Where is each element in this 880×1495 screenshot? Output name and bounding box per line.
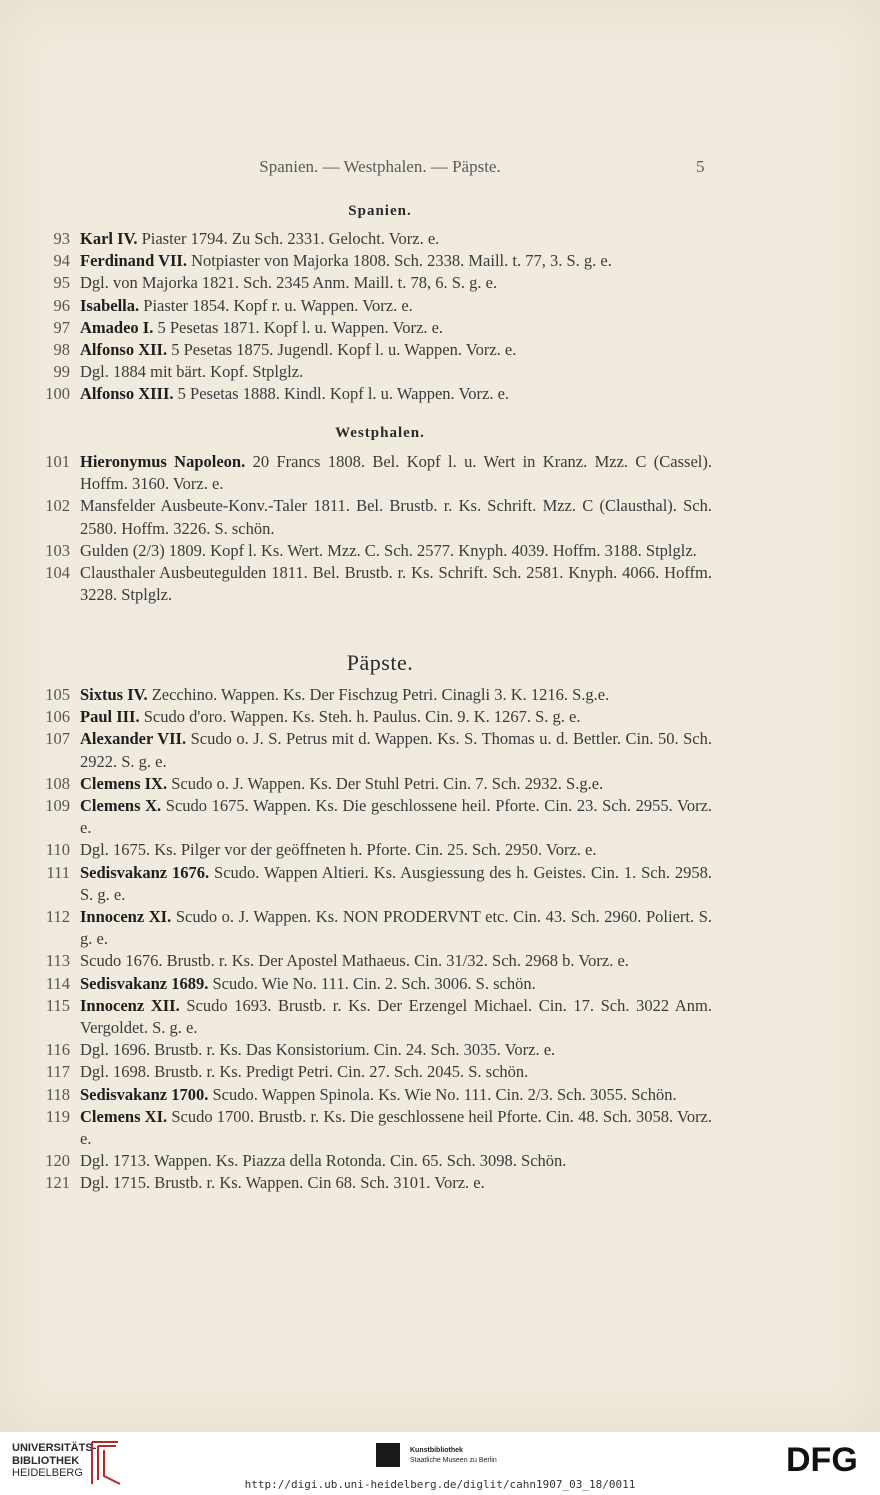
entry-ruler-name: Ferdinand VII. <box>80 251 187 271</box>
entry-ruler-name: Sedisvakanz 1700. <box>80 1084 209 1104</box>
entry-description: 5 Pesetas 1875. Jugendl. Kopf l. u. Wappen. Vorz. e. <box>171 340 517 360</box>
entry-number: 108 <box>45 773 70 793</box>
entry-ruler-name: Sixtus IV. <box>80 685 148 704</box>
catalog-entry <box>0 1039 712 1061</box>
kunstbibliothek-logo-icon <box>376 1443 400 1467</box>
entry-description: Dgl. 1675. Ks. Pilger vor der geöffneten h. Pforte. Cin. 25. Sch. 2950. Vorz. e. <box>80 840 597 860</box>
entry-number: 100 <box>45 384 70 404</box>
entry-description: Dgl. 1696. Brustb. r. Ks. Das Konsistorium. Cin. 24. Sch. 3035. Vorz. e. <box>80 1040 556 1060</box>
entry-description: Dgl. 1698. Brustb. r. Ks. Predigt Petri. Cin. 27. Sch. 2045. S. schön. <box>80 1062 529 1082</box>
entry-ruler-name: Innocenz XII. <box>80 995 180 1015</box>
catalog-entry <box>0 995 712 1039</box>
catalog-entries-spanien <box>0 228 880 406</box>
entry-ruler-name: Hieronymus Napoleon. <box>80 452 246 471</box>
catalog-entry <box>0 728 712 772</box>
dfg-logo-text: DFG <box>786 1441 858 1474</box>
entry-number: 104 <box>45 563 70 583</box>
entry-description: 20 Francs 1808. Bel. Kopf l. u. Wert in Kranz. Mzz. C (Cassel). Hoffm. 3160. Vorz. e. <box>80 452 712 494</box>
entry-ruler-name: Isabella. <box>80 295 140 315</box>
entry-description: Notpiaster von Majorka 1808. Sch. 2338. Maill. t. 77, 3. S. g. e. <box>191 251 612 271</box>
section-title-westphalen: Westphalen. <box>335 425 425 441</box>
entry-description: Dgl. 1713. Wappen. Ks. Piazza della Rotonda. Cin. 65. Sch. 3098. Schön. <box>80 1151 567 1171</box>
entry-number: 99 <box>53 362 70 382</box>
entry-ruler-name: Alexander VII. <box>80 729 187 749</box>
entry-ruler-name: Clemens IX. <box>80 773 168 793</box>
entry-number: 121 <box>45 1173 70 1193</box>
entry-number: 112 <box>45 907 70 927</box>
catalog-entry <box>0 795 712 839</box>
catalog-entry <box>0 361 712 383</box>
entry-description: Dgl. 1715. Brustb. r. Ks. Wappen. Cin 68. Sch. 3101. Vorz. e. <box>80 1173 485 1193</box>
entry-number: 102 <box>45 496 70 516</box>
entry-description: Dgl. von Majorka 1821. Sch. 2345 Anm. Maill. t. 78, 6. S. g. e. <box>80 273 498 293</box>
entry-number: 105 <box>45 685 70 704</box>
catalog-entry <box>0 339 712 361</box>
entry-number: 101 <box>45 452 70 471</box>
catalog-entry <box>0 317 712 339</box>
entry-description: Scudo 1676. Brustb. r. Ks. Der Apostel Mathaeus. Cin. 31/32. Sch. 2968 b. Vorz. e. <box>80 951 629 971</box>
entry-description: Scudo o. J. Wappen. Ks. NON PRODERVNT etc. Cin. 43. Sch. 2960. Poliert. S. g. e. <box>80 907 712 949</box>
catalog-entry <box>0 1106 712 1150</box>
entry-description: Clausthaler Ausbeutegulden 1811. Bel. Brustb. r. Ks. Schrift. Sch. 2581. Knyph. 4066. Hoffm. 3228. Stplglz. <box>80 563 712 605</box>
kunstbibliothek-line-1: Kunstbibliothek <box>410 1447 463 1454</box>
entry-number: 98 <box>53 340 70 360</box>
entry-number: 106 <box>45 707 70 727</box>
entry-number: 120 <box>45 1151 70 1171</box>
university-library-logo-text <box>12 1442 96 1480</box>
catalog-entry <box>0 773 712 795</box>
entry-ruler-name: Amadeo I. <box>80 317 154 337</box>
entry-ruler-name: Clemens X. <box>80 796 162 816</box>
entry-description: Scudo d'oro. Wappen. Ks. Steh. h. Paulus. Cin. 9. K. 1267. S. g. e. <box>143 707 581 727</box>
entry-description: Scudo. Wie No. 111. Cin. 2. Sch. 3006. S. schön. <box>212 973 536 993</box>
permalink-url[interactable]: http://digi.ub.uni-heidelberg.de/diglit/cahn1907_03_18/0011 <box>244 1478 636 1491</box>
entry-number: 109 <box>45 796 70 816</box>
entry-number: 110 <box>45 840 70 860</box>
entry-description: Scudo. Wappen Spinola. Ks. Wie No. 111. Cin. 2/3. Sch. 3055. Schön. <box>212 1084 677 1104</box>
catalog-entry <box>0 451 712 495</box>
page-number: 5 <box>696 157 705 176</box>
entry-ruler-name: Sedisvakanz 1689. <box>80 973 209 993</box>
entry-description: 5 Pesetas 1871. Kopf l. u. Wappen. Vorz. e. <box>157 317 444 337</box>
catalog-entry <box>0 228 712 250</box>
entry-description: Scudo o. J. Wappen. Ks. Der Stuhl Petri. Cin. 7. Sch. 2932. S.g.e. <box>171 773 604 793</box>
entry-description: Scudo o. J. S. Petrus mit d. Wappen. Ks. S. Thomas u. d. Bettler. Cin. 50. Sch. 2922. S. g. e. <box>80 729 712 771</box>
section-title-paepste: Päpste. <box>346 650 414 675</box>
entry-number: 103 <box>45 540 70 560</box>
entry-ruler-name: Clemens XI. <box>80 1106 168 1126</box>
entry-description: Scudo 1700. Brustb. r. Ks. Die geschlossene heil Pforte. Cin. 48. Sch. 3058. Vorz. e. <box>80 1106 713 1149</box>
kunstbibliothek-logo-text <box>410 1446 497 1466</box>
entry-description: Gulden (2/3) 1809. Kopf l. Ks. Wert. Mzz. C. Sch. 2577. Knyph. 4039. Hoffm. 3188. Stplglz. <box>80 540 697 560</box>
university-line-3: HEIDELBERG <box>12 1467 83 1479</box>
entry-number: 95 <box>53 273 70 293</box>
university-line-2: BIBLIOTHEK <box>12 1454 80 1467</box>
entry-number: 94 <box>53 251 70 271</box>
entry-description: Dgl. 1884 mit bärt. Kopf. Stplglz. <box>80 362 304 382</box>
catalog-entry <box>0 1172 712 1194</box>
entry-ruler-name: Paul III. <box>80 707 140 727</box>
catalog-entry <box>0 862 712 906</box>
entry-number: 119 <box>45 1106 70 1126</box>
entry-description: Scudo 1693. Brustb. r. Ks. Der Erzengel Michael. Cin. 17. Sch. 3022 Anm. Vergoldet. S. g. e. <box>80 995 713 1038</box>
entry-ruler-name: Sedisvakanz 1676. <box>80 862 210 882</box>
catalog-entry <box>0 1150 712 1172</box>
entry-number: 113 <box>45 951 70 971</box>
catalog-entry <box>0 272 712 294</box>
catalog-entry <box>0 1084 712 1106</box>
catalog-entry <box>0 540 712 562</box>
catalog-entry <box>0 383 712 405</box>
running-header <box>0 157 880 181</box>
entry-description: Piaster 1854. Kopf r. u. Wappen. Vorz. e. <box>143 295 413 315</box>
entry-description: Zecchino. Wappen. Ks. Der Fischzug Petri. Cinagli 3. K. 1216. S.g.e. <box>151 685 610 704</box>
running-title: Spanien. — Westphalen. — Päpste. <box>259 157 501 176</box>
entry-number: 114 <box>45 973 70 993</box>
catalog-entries-paepste <box>0 684 880 1195</box>
entry-ruler-name: Innocenz XI. <box>80 907 172 927</box>
entry-ruler-name: Karl IV. <box>80 229 138 248</box>
entry-description: 5 Pesetas 1888. Kindl. Kopf l. u. Wappen. Vorz. e. <box>177 384 510 404</box>
entry-description: Scudo 1675. Wappen. Ks. Die geschlossene heil. Pforte. Cin. 23. Sch. 2955. Vorz. e. <box>80 796 713 838</box>
entry-description: Mansfelder Ausbeute-Konv.-Taler 1811. Bel. Brustb. r. Ks. Schrift. Mzz. C (Clausthal). Sch. 2580. Hoffm. 3226. S. schön. <box>80 496 712 538</box>
entry-number: 97 <box>53 317 70 337</box>
entry-description: Piaster 1794. Zu Sch. 2331. Gelocht. Vorz. e. <box>141 229 440 248</box>
catalog-entry <box>0 295 712 317</box>
section-title-spanien: Spanien. <box>348 203 412 219</box>
catalog-entry <box>0 562 712 606</box>
catalog-entry <box>0 973 712 995</box>
kunstbibliothek-line-2: Staatliche Museen zu Berlin <box>410 1457 497 1464</box>
catalog-entry <box>0 706 712 728</box>
catalog-entry <box>0 1061 712 1083</box>
university-line-1: UNIVERSITÄTS- <box>12 1442 97 1454</box>
catalog-entry <box>0 684 712 706</box>
catalog-entries-westphalen <box>0 451 880 606</box>
catalog-entry <box>0 950 712 972</box>
catalog-entry <box>0 906 712 950</box>
catalog-entry <box>0 250 712 272</box>
entry-number: 116 <box>45 1040 70 1060</box>
entry-number: 117 <box>45 1062 70 1082</box>
entry-number: 111 <box>46 862 70 882</box>
entry-number: 93 <box>53 229 70 248</box>
dfg-logo <box>786 1440 868 1474</box>
entry-description: Scudo. Wappen Altieri. Ks. Ausgiessung des h. Geistes. Cin. 1. Sch. 2958. S. g. e. <box>80 862 713 904</box>
catalog-entry <box>0 839 712 861</box>
entry-number: 107 <box>45 729 70 749</box>
entry-number: 96 <box>53 295 70 315</box>
catalog-entry <box>0 495 712 539</box>
entry-number: 118 <box>45 1084 70 1104</box>
entry-number: 115 <box>45 995 70 1015</box>
entry-ruler-name: Alfonso XII. <box>80 340 168 360</box>
entry-ruler-name: Alfonso XIII. <box>80 384 174 404</box>
